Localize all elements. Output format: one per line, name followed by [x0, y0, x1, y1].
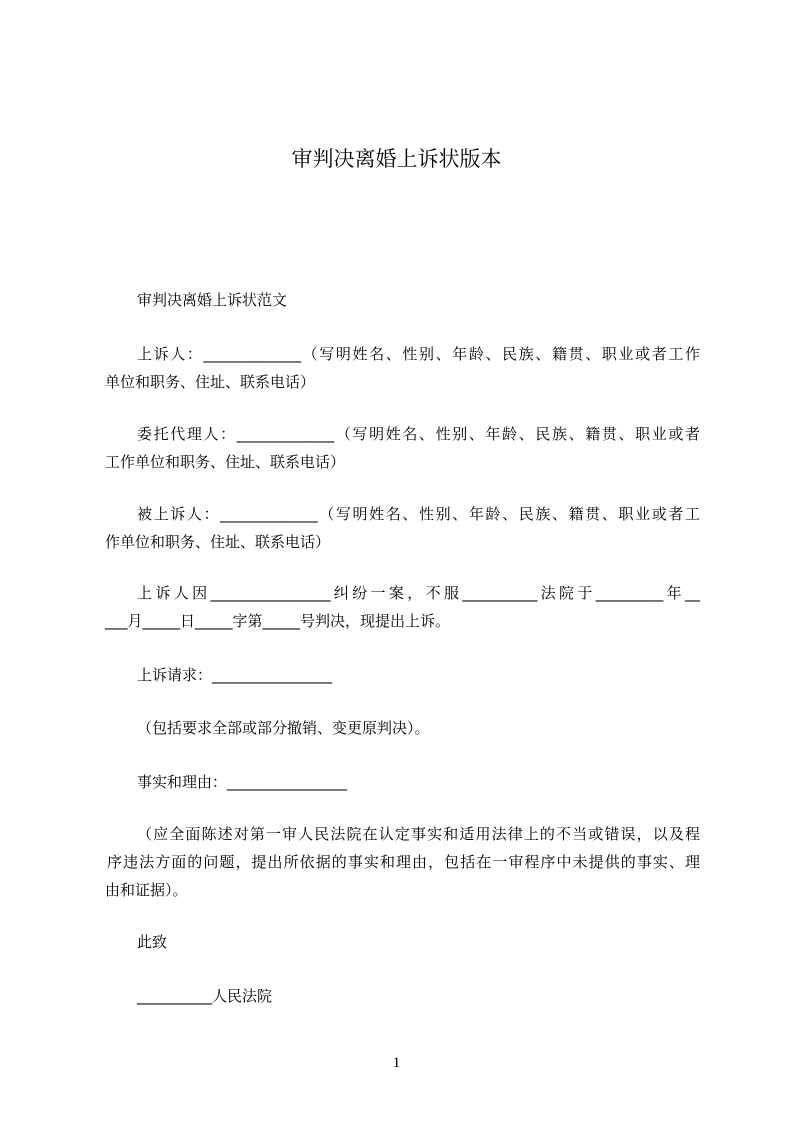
agent-line-1: 委托代理人：_____________（写明姓名、性别、年龄、民族、籍贯、职业或者: [137, 425, 700, 443]
facts-note-line-2: 序违法方面的问题，提出所依据的事实和理由，包括在一审程序中未提供的事实、理: [107, 853, 700, 871]
facts-note-line-3: 由和证据）。: [105, 881, 188, 899]
facts-label: 事实和理由：________________: [137, 773, 348, 791]
court-line: __________人民法院: [137, 987, 273, 1005]
closing: 此致: [137, 933, 168, 951]
appellant-line-1: 上诉人：_____________（写明姓名、性别、年龄、民族、籍贯、职业或者工作: [137, 345, 700, 363]
request-label: 上诉请求：________________: [137, 666, 333, 684]
document-title: 审判决离婚上诉状版本: [291, 147, 502, 171]
appellant-line-2: 单位和职务、住址、联系电话）: [105, 373, 316, 391]
case-line-1: 上诉人因________________纠纷一案，不服__________法院于_________年__: [137, 584, 700, 602]
case-line-2: ___月_____日_____字第_____号判决，现提出上诉。: [105, 612, 451, 630]
appellee-line-1: 被上诉人：_____________（写明姓名、性别、年龄、民族、籍贯、职业或者工: [137, 505, 700, 523]
request-note: （包括要求全部或部分撤销、变更原判决）。: [137, 719, 430, 737]
agent-line-2: 工作单位和职务、住址、联系电话）: [105, 453, 346, 471]
appellee-line-2: 作单位和职务、住址、联系电话）: [105, 533, 331, 551]
page-number: 1: [392, 1055, 401, 1071]
facts-note-line-1: （应全面陈述对第一审人民法院在认定事实和适用法律上的不当或错误，以及程: [137, 825, 700, 843]
subtitle: 审判决离婚上诉状范文: [137, 291, 288, 309]
